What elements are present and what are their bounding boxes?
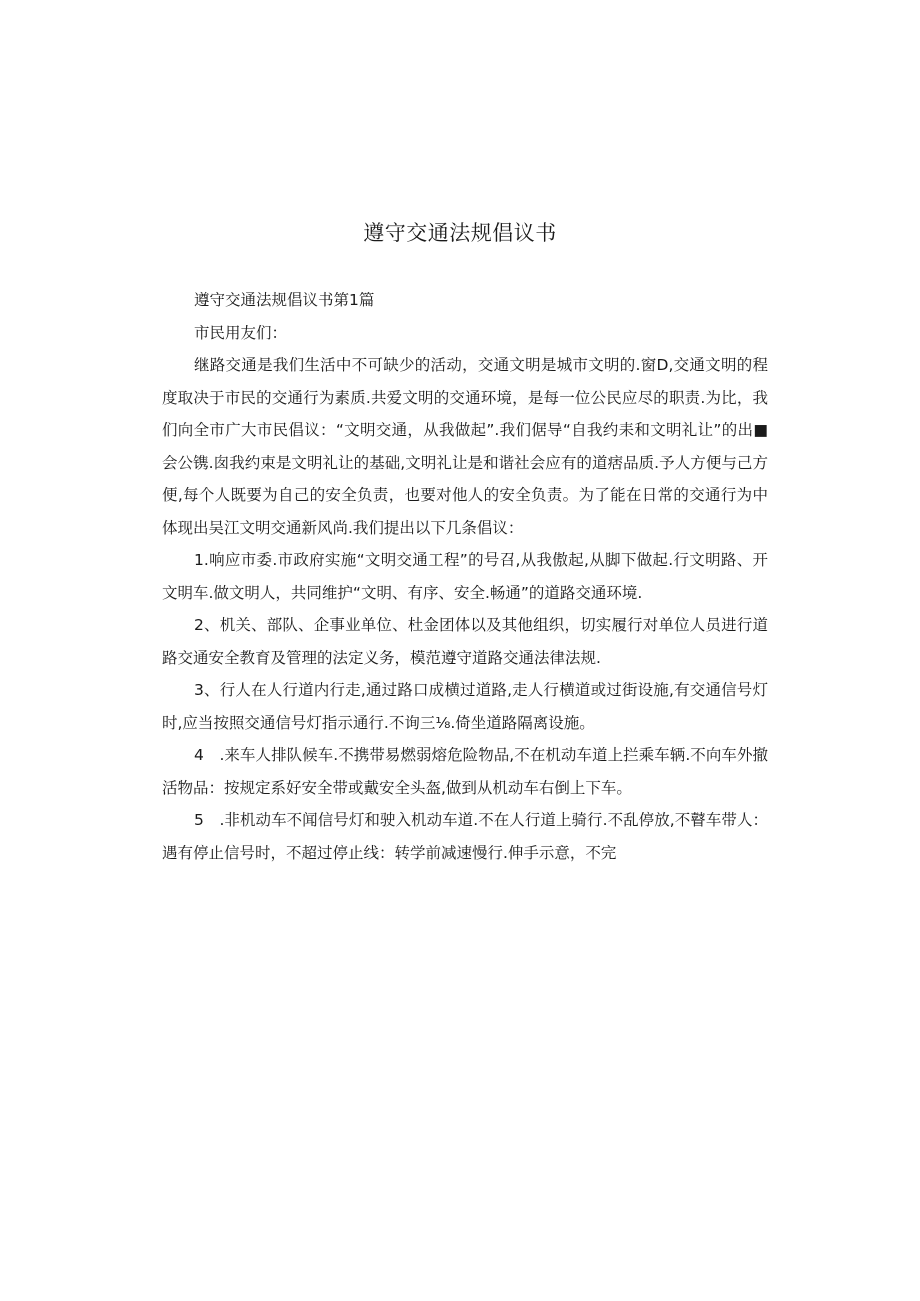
paragraph-item-3: 3、行人在人行道内行走,通过路口成横过道路,走人行横道或过街设施,有交通信号灯时,应当按照交通信号灯指示通行.不询三⅛.倚坐道路隔离设施。 (162, 681, 768, 732)
paragraph-item-5: 5 .非机动车不闻信号灯和驶入机动车道.不在人行道上骑行.不乱停放,不瞽车带人：遇有停止信号时，不超过停止线：转学前减速慢行.伸手示意，不完 (162, 811, 768, 862)
paragraph-item-1: 1.响应市委.市政府实施“文明交通工程”的号召,从我傲起,从脚下做起.行文明路、开文明车.做文明人，共同维护“文明、有序、安全.畅通”的道路交通环境. (162, 551, 768, 602)
paragraph-item-2: 2、机关、部队、企事业单位、杜金团体以及其他组织，切实履行对单位人员进行道路交通安全教育及管理的法定义务，模范遵守道路交通法律法规. (162, 616, 768, 667)
document-subtitle: 遵守交通法规倡议书第1篇 (194, 291, 375, 309)
salutation: 市民用友们： (194, 323, 288, 342)
document-title: 遵守交通法规倡议书 (363, 221, 557, 245)
paragraph-item-4: 4 .来车人排队候车.不携带易燃弱熔危险物品,不在机动车道上拦乘车辆.不向车外撤活物品：按规定系好安全带或戴安全头盔,做到从机动车右倒上下车。 (162, 746, 768, 797)
document-body (162, 284, 768, 869)
paragraph-intro: 继路交通是我们生活中不可缺少的活动，交通文明是城市文明的.窗D,交通文明的程度取决于市民的交通行为素质.共爱文明的交通环境，是每一位公民应尽的职责.为比，我们向全市广大市民倡议：“文明交通，从我做起”.我们倨导“自我约耒和文明礼让”的出■会公镌.囱我约束是文明礼让的基础,文明礼让是和谐社会应有的道痞品质.予人方便与己方便,每个人既要为自己的安全负责，也要对他人的安全负责。为了能在日常的交通行为中体现出吴江文明交通新风尚.我们提出以下几条倡议： (162, 356, 768, 537)
